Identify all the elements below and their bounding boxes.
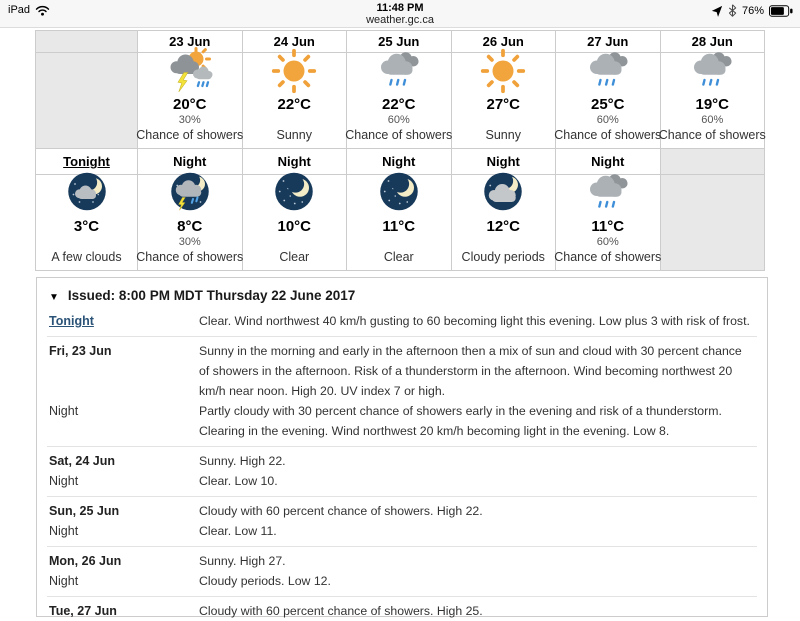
chance-of-showers-icon — [582, 169, 634, 217]
precip-probability: 60% — [701, 114, 724, 126]
day-date-label: 28 Jun — [691, 34, 733, 49]
period-label: Tonight — [63, 154, 110, 169]
forecast-text-row — [47, 546, 757, 571]
forecast-cell — [451, 175, 556, 271]
device-label: iPad — [8, 4, 31, 16]
forecast-text: Clear. Low 11. — [199, 524, 277, 538]
precip-probability: 30% — [178, 236, 201, 248]
condition-label: Chance of showers — [136, 250, 244, 264]
day-date-label: 25 Jun — [378, 34, 420, 49]
forecast-cell — [138, 175, 243, 271]
chance-of-showers-icon — [373, 47, 425, 95]
temperature: 22°C — [381, 96, 416, 113]
forecast-text-row — [47, 471, 757, 491]
night-forecast-row — [36, 175, 765, 271]
forecast-cell — [36, 175, 138, 271]
condition-label: Sunny — [485, 128, 521, 142]
forecast-text: Sunny. High 22. — [199, 454, 286, 468]
detailed-forecast-panel — [36, 277, 768, 617]
forecast-text-row — [47, 311, 757, 331]
forecast-cell — [556, 175, 661, 271]
forecast-cell — [138, 53, 243, 149]
status-bar — [0, 0, 800, 28]
empty-cell — [660, 149, 765, 175]
precip-probability: 60% — [387, 114, 410, 126]
temperature: 19°C — [695, 96, 729, 113]
night-cloudy-periods-icon — [477, 169, 529, 217]
bluetooth-icon — [728, 4, 737, 17]
temperature: 3°C — [73, 218, 100, 235]
day-forecast-row — [36, 53, 765, 149]
day-date-label: 23 Jun — [169, 34, 211, 49]
forecast-text: Partly cloudy with 30 percent chance of showers early in the evening and risk of a thunderstorm. Clearing in the evening. Wind northwest 20 km/h becoming light in the evening. Low 8. — [199, 404, 722, 438]
condition-label: A few clouds — [51, 250, 122, 264]
collapse-triangle-icon[interactable]: ▼ — [49, 292, 59, 303]
forecast-period-label: Night — [49, 574, 79, 588]
forecast-text-row — [47, 336, 757, 401]
precip-probability: 30% — [178, 114, 201, 126]
forecast-cell — [347, 175, 452, 271]
sunny-icon — [268, 47, 320, 95]
period-label: Night — [382, 154, 416, 169]
temperature: 22°C — [277, 96, 311, 113]
period-label: Night — [591, 154, 625, 169]
period-label: Night — [486, 154, 520, 169]
condition-label: Chance of showers — [554, 250, 662, 264]
sunny-icon — [477, 47, 529, 95]
night-chance-showers-thunderstorm-icon — [164, 169, 216, 217]
temperature: 11°C — [382, 218, 416, 235]
forecast-text-row — [47, 446, 757, 471]
clock: 11:48 PM — [376, 2, 424, 14]
forecast-text: Sunny in the morning and early in the afternoon then a mix of sun and cloud with 30 percent chance of showers in the afternoon. Risk of a thunderstorm in the afternoon. Wind becoming northwest 20 km/h near noon. High 20. UV index 7 or high. — [199, 344, 742, 398]
forecast-text: Cloudy with 60 percent chance of showers. High 25. — [199, 604, 483, 618]
period-label: Night — [277, 154, 311, 169]
condition-label: Chance of showers — [136, 128, 244, 142]
forecast-text-row — [47, 401, 757, 441]
forecast-table — [35, 30, 765, 271]
empty-corner-cell — [36, 31, 138, 53]
forecast-text-row — [47, 521, 757, 541]
condition-label: Chance of showers — [658, 128, 766, 142]
temperature: 12°C — [486, 218, 520, 235]
condition-label: Cloudy periods — [461, 250, 545, 264]
url-label[interactable]: weather.gc.ca — [366, 14, 434, 26]
issued-text: Issued: 8:00 PM MDT Thursday 22 June 2017 — [67, 288, 356, 303]
temperature: 25°C — [590, 96, 625, 113]
day-date-label: 26 Jun — [482, 34, 524, 49]
forecast-text: Clear. Low 10. — [199, 474, 278, 488]
period-label: Night — [173, 154, 207, 169]
temperature: 20°C — [172, 96, 207, 113]
forecast-period-label: Tue, 27 Jun — [49, 604, 117, 618]
forecast-cell — [347, 53, 452, 149]
battery-icon — [769, 5, 793, 17]
temperature: 8°C — [177, 218, 203, 235]
issued-line[interactable] — [47, 286, 757, 308]
precip-probability: 60% — [596, 114, 619, 126]
forecast-text: Clear. Wind northwest 40 km/h gusting to 60 becoming light this evening. Low plus 3 with risk of frost. — [199, 314, 750, 328]
forecast-period-link[interactable]: Tonight — [49, 314, 94, 328]
forecast-period-label: Night — [49, 474, 79, 488]
forecast-period-label: Mon, 26 Jun — [49, 554, 122, 568]
forecast-cell — [242, 175, 347, 271]
forecast-period-label: Night — [49, 404, 79, 418]
forecast-period-label: Sun, 25 Jun — [49, 504, 120, 518]
night-clear-icon — [268, 169, 320, 217]
forecast-cell — [556, 53, 661, 149]
condition-label: Sunny — [276, 128, 312, 142]
precip-probability: 60% — [596, 236, 619, 248]
day-date-label: 24 Jun — [273, 34, 315, 49]
battery-percent: 76% — [741, 4, 764, 17]
forecast-cell — [451, 53, 556, 149]
condition-label: Clear — [279, 250, 310, 264]
chance-of-showers-icon — [686, 47, 738, 95]
night-few-clouds-icon — [61, 169, 113, 217]
night-clear-icon — [373, 169, 425, 217]
day-date-label: 27 Jun — [587, 34, 629, 49]
empty-corner-cell — [36, 53, 138, 149]
temperature: 10°C — [277, 218, 311, 235]
condition-label: Chance of showers — [554, 128, 662, 142]
condition-label: Chance of showers — [345, 128, 453, 142]
condition-label: Clear — [383, 250, 414, 264]
forecast-text: Cloudy periods. Low 12. — [199, 574, 331, 588]
chance-of-showers-icon — [582, 47, 634, 95]
forecast-text-row — [47, 571, 757, 591]
forecast-text: Cloudy with 60 percent chance of showers. High 22. — [199, 504, 483, 518]
forecast-text: Sunny. High 27. — [199, 554, 286, 568]
chance-of-showers-thunderstorm-icon — [164, 47, 216, 95]
temperature: 27°C — [486, 96, 520, 113]
forecast-period-label: Sat, 24 Jun — [49, 454, 115, 468]
forecast-cell — [660, 53, 765, 149]
forecast-text-row — [47, 596, 757, 621]
forecast-cell — [242, 53, 347, 149]
temperature: 11°C — [591, 218, 625, 235]
empty-cell — [660, 175, 765, 271]
forecast-period-label: Fri, 23 Jun — [49, 344, 112, 358]
forecast-text-row — [47, 496, 757, 521]
forecast-period-label: Night — [49, 524, 79, 538]
forecast-text-list — [47, 311, 757, 621]
location-arrow-icon — [711, 5, 723, 17]
